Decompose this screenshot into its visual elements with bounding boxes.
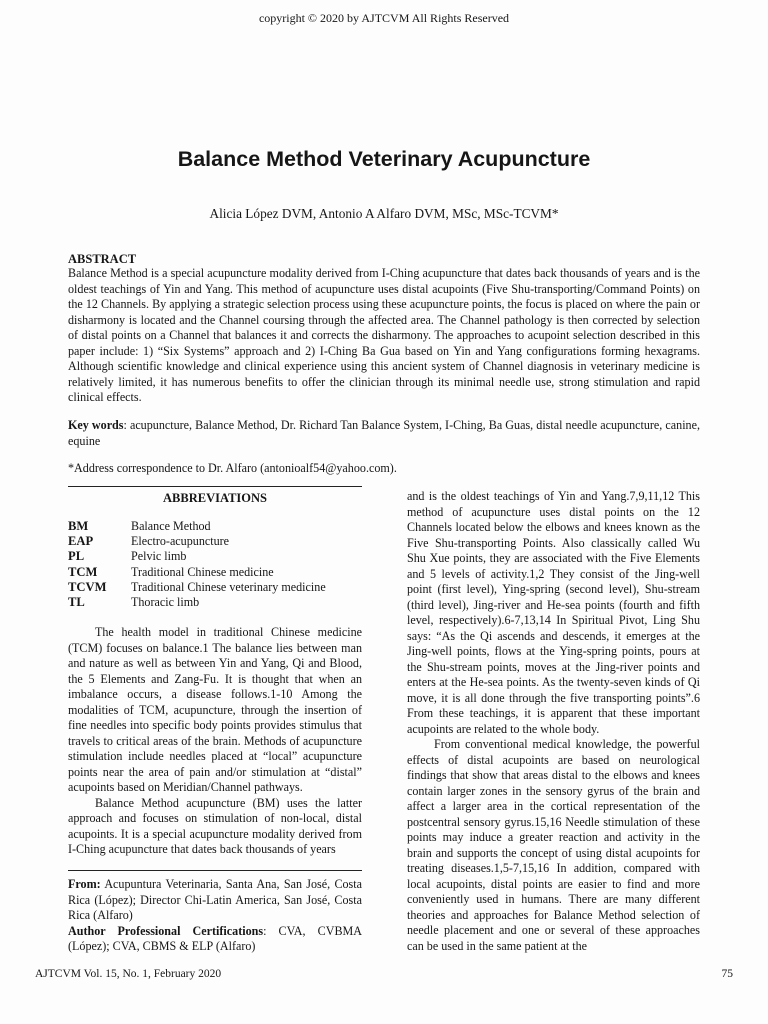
abbreviation-term: BM: [68, 519, 89, 533]
from-label: From:: [68, 877, 101, 891]
keywords-text: : acupuncture, Balance Method, Dr. Richard Tan Balance System, I-Ching, Ba Guas, distal needle acupuncture, canine, equine: [68, 418, 700, 448]
abbreviation-meaning: Thoracic limb: [131, 594, 200, 609]
right-column-body: [407, 489, 700, 954]
abbreviation-row: [68, 595, 362, 610]
abbreviation-row: [68, 549, 362, 564]
abbreviation-row: [68, 519, 362, 534]
abbreviations-table: [68, 519, 362, 610]
abbreviation-term: EAP: [68, 534, 94, 549]
abbreviation-row: [68, 565, 362, 580]
body-paragraph-continued: and is the oldest teachings of Yin and Yang.7,9,11,12 This method of acupuncture uses distal points on the 12 Channels located below the elbows and knees known as the Five Shu-transporting Points. Also classically called Wu Shu Xue points, they are associated with the Five Elements and 5 levels of activity.1,2 They consist of the Jing-well point (first level), Ying-spring (second level), Shu-stream (third level), Jing-river and He-sea points (fourth and fifth level, respectively).6-7,13,14 In Spiritual Pivot, Ling Shu says: “As the Qi ascends and descends, it emerges at the Jing-well points, flows at the Ying-spring points, pours at the Shu-stream points, moves at the Jing-river points and enters at the He-sea points. As the twenty-seven kinds of Qi move, it is all done through the five transporting points”.6 From these teachings, it is apparent that these important acupoints are related to the whole body.: [407, 489, 700, 736]
abbreviation-meaning: Balance Method: [131, 519, 211, 533]
left-column-body: [68, 625, 362, 858]
abbreviation-meaning: Traditional Chinese veterinary medicine: [131, 579, 326, 594]
affiliation-from: [68, 877, 362, 924]
journal-citation: AJTCVM Vol. 15, No. 1, February 2020: [35, 968, 222, 980]
abbreviation-term: PL: [68, 549, 85, 564]
keywords-label: Key words: [68, 418, 124, 432]
keywords: [68, 418, 700, 449]
abbreviation-term: TCVM: [68, 579, 107, 594]
certifications-label: Author Professional Certifications: [68, 923, 264, 938]
author-list: Alicia López DVM, Antonio A Alfaro DVM, MSc, MSc-TCVM*: [209, 206, 559, 221]
abbreviation-row: [68, 534, 362, 549]
abstract-text: Balance Method is a special acupuncture modality derived from I-Ching acupuncture that dates back thousands of years and is the oldest teachings of Yin and Yang. This method of acupuncture uses distal acupoints (Five Shu-transporting/Command Points) on the 12 Channels. By applying a strategic selection process using these acupuncture points, the focus is placed on where the pain or disharmony is located and the Channel coursing through the affected area. The Channel pathology is then corrected by selection of distal points on a Channel that balances it and corrects the disharmony. The approaches to acupoint selection described in this paper include: 1) “Six Systems” approach and 2) I-Ching Ba Gua based on Yin and Yang configurations forming hexagrams. Although scientific knowledge and clinical experience using this ancient system of Channel diagnosis in veterinary medicine is relatively limited, it has numerous benefits to offer the clinician through its minimal needle use, strong stimulation and rapid clinical effects.: [68, 266, 700, 404]
abbreviation-term: TCM: [68, 564, 98, 579]
correspondence-address: *Address correspondence to Dr. Alfaro (antonioalf54@yahoo.com).: [68, 461, 397, 475]
from-text: Acupuntura Veterinaria, Santa Ana, San José, Costa Rica (López); Director Chi-Latin America, San José, Costa Rica (Alfaro): [68, 877, 362, 922]
abbreviations-top-rule: [68, 486, 362, 487]
abbreviation-meaning: Electro-acupuncture: [131, 534, 230, 549]
affiliations-rule: [68, 870, 362, 871]
abstract-heading: ABSTRACT: [68, 252, 137, 266]
page-number: 75: [721, 968, 733, 980]
body-paragraph-distal-acupoints: From conventional medical knowledge, the powerful effects of distal acupoints are based on neurological findings that show that areas distal to the elbows and knees contain larger zones in the sensory gyrus of the brain and affect a larger area in the cortical representation of the postcentral sensory gyrus.15,16 Needle stimulation of these points may induce a greater reaction and activity in the brain and supports the concept of using distal acupoints for treating diseases.1,5-7,15,16 In addition, compared with local acupoints, distal points are easier to find and more conveniently used in humans. There are many different theories and approaches for Balance Method selection of needle placement and one or several of these approaches can be used in the same patient at the: [407, 737, 700, 953]
abbreviation-row: [68, 580, 362, 595]
intro-paragraph-1: The health model in traditional Chinese medicine (TCM) focuses on balance.1 The balance lies between man and nature as well as between Yin and Yang, Qi and Blood, the 5 Elements and Zang-Fu. It is thought that when an imbalance occurs, a disease follows.1-10 Among the modalities of TCM, acupuncture, through the insertion of fine needles into specific body points provides stimulus that travels to critical areas of the brain. Methods of acupuncture stimulation include needles placed at “local” acupuncture points near the area of pain and/or stimulation at “distal” acupoints based on Meridian/Channel pathways.: [68, 625, 362, 794]
abbreviation-meaning: Pelvic limb: [131, 549, 187, 564]
abbreviation-term: TL: [68, 594, 85, 609]
affiliation-certifications: [68, 924, 362, 955]
copyright-line: copyright © 2020 by AJTCVM All Rights Reserved: [258, 11, 510, 25]
abbreviations-heading: ABBREVIATIONS: [163, 491, 267, 505]
abbreviation-meaning: Traditional Chinese medicine: [131, 564, 274, 579]
affiliations-block: [68, 877, 362, 955]
intro-paragraph-2: Balance Method acupuncture (BM) uses the latter approach and focuses on stimulation of non-local, distal acupoints. It is a special acupuncture modality derived from I-Ching acupuncture that dates back thousands of years: [68, 795, 362, 856]
article-title: Balance Method Veterinary Acupuncture: [177, 147, 591, 171]
certifications-text: : CVA, CVBMA (López); CVA, CBMS & ELP (Alfaro): [68, 923, 362, 953]
